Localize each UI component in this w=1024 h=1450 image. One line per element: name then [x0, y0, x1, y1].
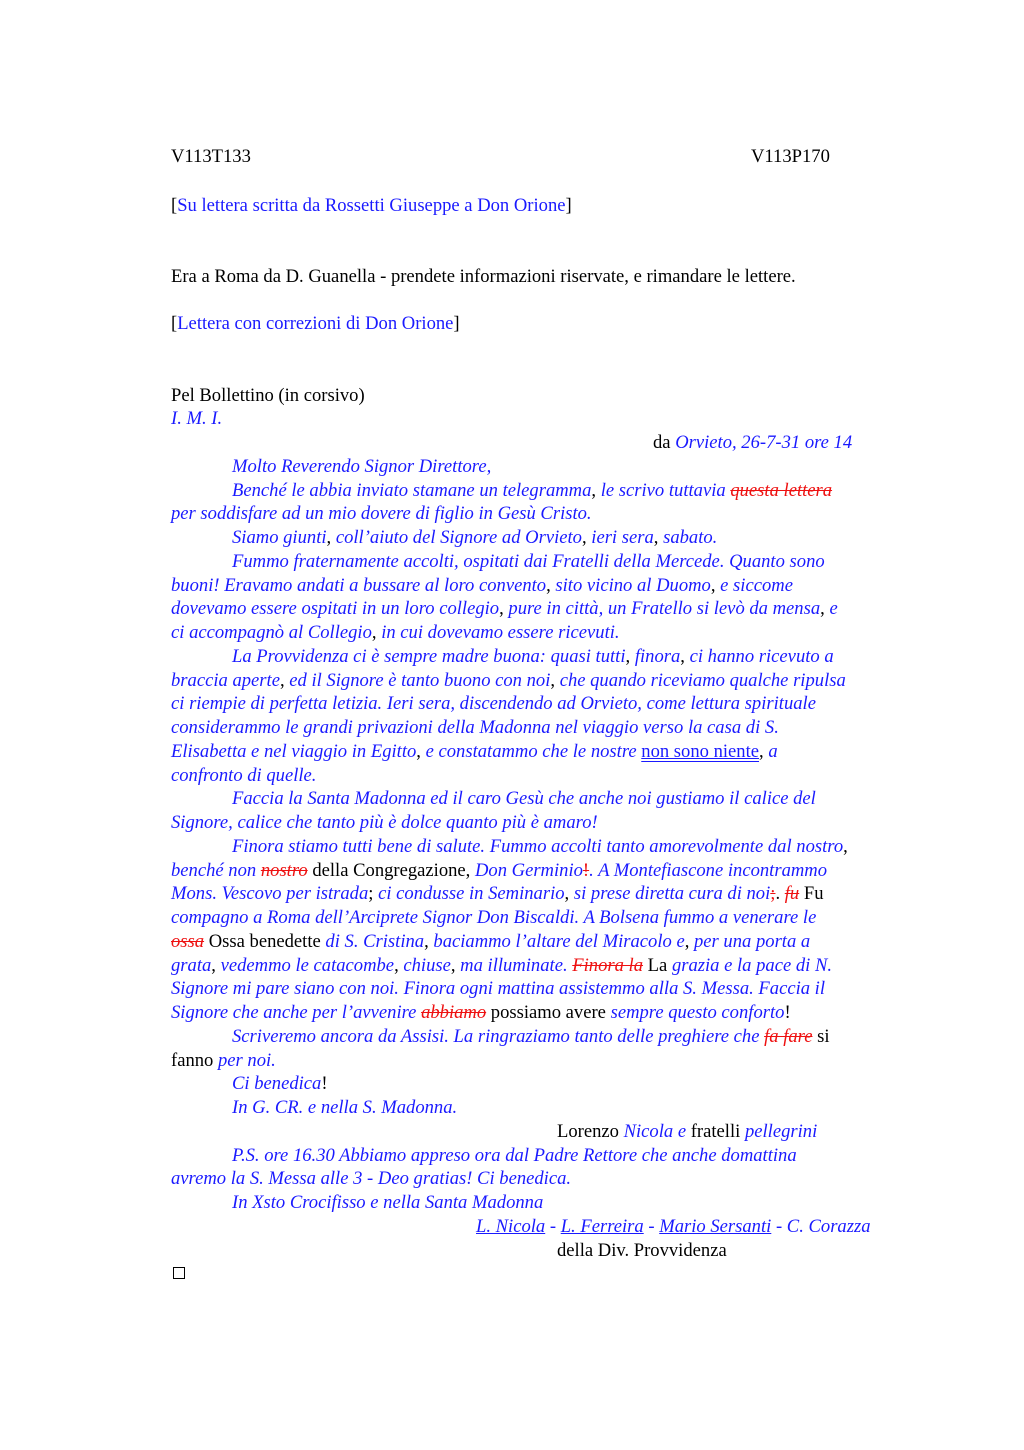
p4-line2: braccia aperte, ed il Signore è tanto buono con noi, che quando riceviamo qualche ripulsa [171, 670, 846, 691]
p6-line7: Signore mi pare siano con noi. Finora ogni mattina assistemmo alla S. Messa. Faccia il [171, 978, 826, 999]
p6-line6: grata, vedemmo le catacombe, chiuse, ma illuminate. Finora la La grazia e la pace di N. [171, 955, 833, 976]
deleted-text: ossa [171, 931, 205, 952]
closing-2: In Xsto Crocifisso e nella Santa Madonna [232, 1192, 544, 1213]
p6-line2: benché non nostro della Congregazione, Don Germinio!. A Montefiascone incontrammo [171, 860, 828, 881]
p4-line1: La Provvidenza ci è sempre madre buona: quasi tutti, finora, ci hanno ricevuto a [232, 646, 834, 667]
p6-line8: Signore che anche per l’avvenire abbiamo possiamo avere sempre questo conforto! [171, 1002, 791, 1023]
bracket-close: ] [453, 313, 460, 334]
signature-1: Lorenzo Nicola e fratelli pellegrini [557, 1121, 818, 1142]
p6-line4: compagno a Roma dell’Arciprete Signor Don Biscaldi. A Bolsena fummo a venerare le [171, 907, 817, 928]
signature-3: della Div. Provvidenza [557, 1240, 727, 1261]
date-line: da Orvieto, 26-7-31 ore 14 [653, 432, 853, 453]
p3-line2: buoni! Eravamo andati a bussare al loro convento, sito vicino al Duomo, e siccome [171, 575, 793, 596]
p7-line2: fanno per noi. [171, 1050, 276, 1071]
deleted-text: nostro [260, 860, 308, 881]
p1-line2: per soddisfare ad un mio dovere di figlio in Gesù Cristo. [171, 503, 592, 524]
deleted-text: ; [770, 883, 776, 904]
ps-line2: avremo la S. Messa alle 3 - Deo gratias! Ci benedica. [171, 1168, 572, 1189]
signer-name: C. Corazza [786, 1216, 871, 1237]
p5-line1: Faccia la Santa Madonna ed il caro Gesù che anche noi gustiamo il calice del [232, 788, 816, 809]
editor-note-1 [171, 195, 572, 217]
note-text: Lettera con correzioni di Don Orione [177, 313, 454, 334]
code-right: V113P170 [751, 146, 830, 167]
signer-name: L. Nicola [476, 1216, 546, 1237]
deleted-text: fa fare [764, 1026, 813, 1047]
end-square-icon [173, 1267, 185, 1279]
p5-line2: Signore, calice che tanto più è dolce quanto più è amaro! [171, 812, 598, 833]
p3-line3: dovevamo essere ospitati in un loro collegio, pure in città, un Fratello si levò da mensa, e [171, 598, 838, 619]
p6-line1: Finora stiamo tutti bene di salute. Fummo accolti tanto amorevolmente dal nostro, [232, 836, 848, 857]
p4-line6: confronto di quelle. [171, 765, 317, 786]
imi-line: I. M. I. [171, 408, 223, 429]
bollettino-line: Pel Bollettino (in corsivo) [171, 385, 365, 406]
code-left: V113T133 [171, 146, 251, 167]
editor-note-2 [171, 313, 460, 335]
p4-line5: Elisabetta e nel viaggio in Egitto, e constatammo che le nostre non sono niente, a [171, 741, 778, 762]
note-text: Su lettera scritta da Rossetti Giuseppe a Don Orione [177, 195, 566, 216]
bracket-open: [ [171, 313, 178, 334]
p2-line1: Siamo giunti, coll’aiuto del Signore ad Orvieto, ieri sera, sabato. [232, 527, 718, 548]
summary-line: Era a Roma da D. Guanella - prendete informazioni riservate, e rimandare le lettere. [171, 266, 796, 287]
deleted-text: fu [784, 883, 800, 904]
signature-names: L. Nicola - L. Ferreira - Mario Sersanti - C. Corazza [476, 1216, 871, 1237]
signer-name: L. Ferreira [560, 1216, 644, 1237]
p3-line1: Fummo fraternamente accolti, ospitati dai Fratelli della Mercede. Quanto sono [232, 551, 825, 572]
deleted-text: ! [582, 860, 590, 881]
p1-line1: Benché le abbia inviato stamane un telegramma, le scrivo tuttavia questa lettera [232, 480, 833, 501]
p3-line4: ci accompagnò al Collegio, in cui dovevamo essere ricevuti. [171, 622, 620, 643]
deleted-text: Finora la [572, 955, 644, 976]
bracket-open: [ [171, 195, 178, 216]
underlined-text: non sono niente [641, 741, 760, 762]
signer-name: Mario Sersanti [659, 1216, 772, 1237]
salutation: Molto Reverendo Signor Direttore, [232, 456, 492, 477]
closing-1: In G. CR. e nella S. Madonna. [232, 1097, 458, 1118]
p6-line3: Mons. Vescovo per istrada; ci condusse in Seminario, si prese diretta cura di noi;. fu Fu [171, 883, 824, 904]
deleted-text: abbiamo [421, 1002, 487, 1023]
p7-line1: Scriveremo ancora da Assisi. La ringraziamo tanto delle preghiere che fa fare si [232, 1026, 830, 1047]
bracket-close: ] [565, 195, 572, 216]
deleted-text: questa lettera [730, 480, 833, 501]
blessing-line: Ci benedica! [232, 1073, 328, 1094]
p4-line3: ci riempie di perfetta letizia. Ieri sera, discendendo ad Orvieto, come lettura spirituale [171, 693, 816, 714]
ps-line1: P.S. ore 16.30 Abbiamo appreso ora dal Padre Rettore che anche domattina [232, 1145, 797, 1166]
p4-line4: considerammo le grandi privazioni della Madonna nel viaggio verso la casa di S. [171, 717, 779, 738]
p6-line5: ossa Ossa benedette di S. Cristina, baciammo l’altare del Miracolo e, per una porta a [171, 931, 811, 952]
